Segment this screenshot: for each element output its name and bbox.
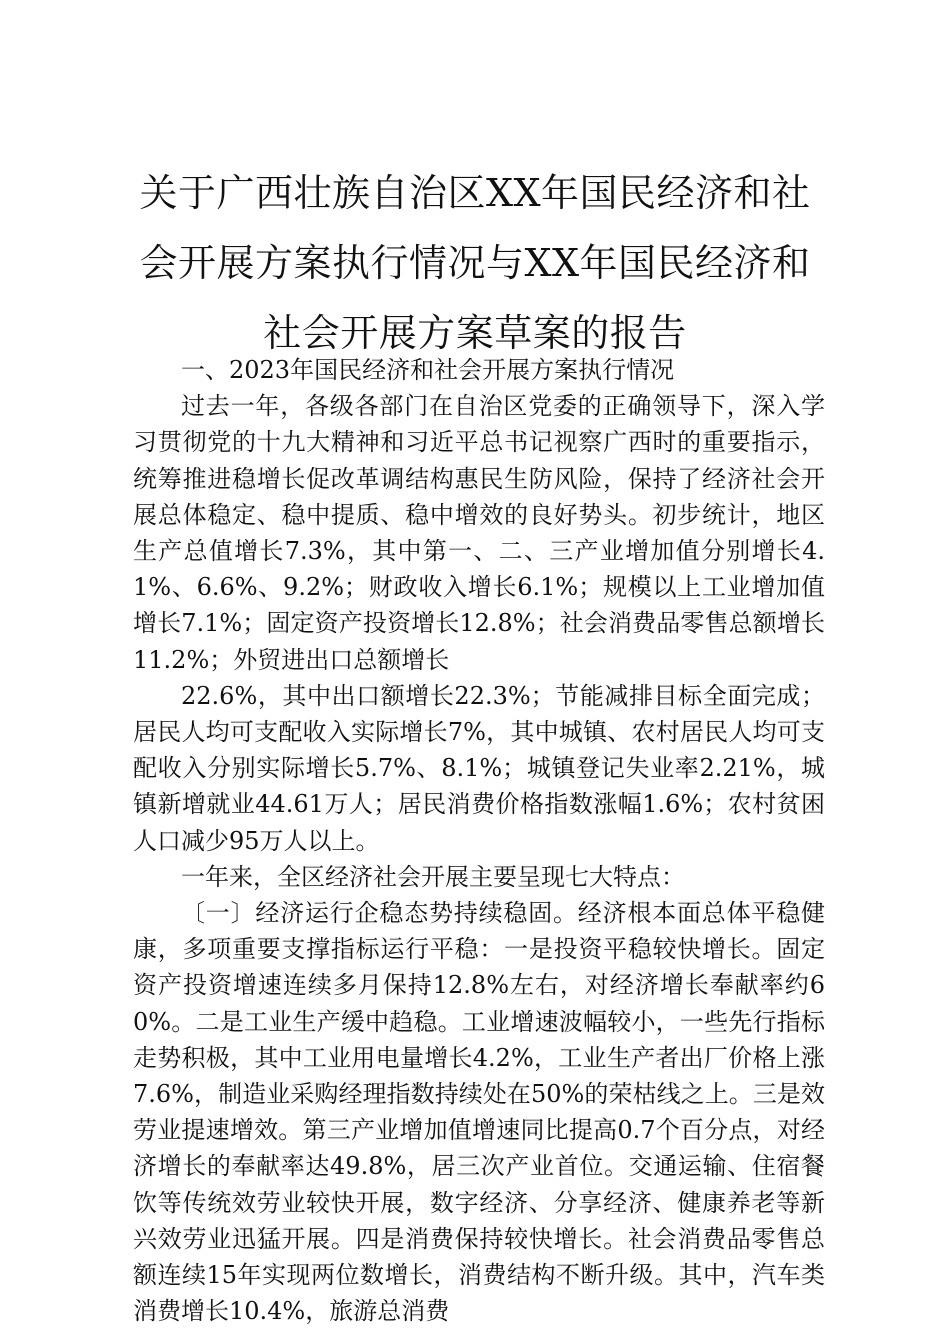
body-paragraph: 22.6%，其中出口额增长22.3%；节能减排目标全面完成；居民人均可支配收入实际增长7%，其中城镇、农村居民人均可支配收入分别实际增长5.7%、8.1%；城镇登记失业率2.21%，城镇新增就业44.61万人；居民消费价格指数涨幅1.6%；农村贫困人口减少95万人以上。 [133, 681, 825, 855]
section-heading: 一、2023年国民经济和社会开展方案执行情况 [181, 356, 675, 384]
body-paragraph: 过去一年，各级各部门在自治区党委的正确领导下，深入学习贯彻党的十九大精神和习近平总书记视察广西时的重要指示，统筹推进稳增长促改革调结构惠民生防风险，保持了经济社会开展总体稳定、稳中提质、稳中增效的良好势头。初步统计，地区生产总值增长7.3%，其中第一、二、三产业增加值分别增长4.1%、6.6%、9.2%；财政收入增长6.1%；规模以上工业增加值增长7.1%；固定资产投资增长12.8%；社会消费品零售总额增长11.2%；外贸进出口总额增长 [133, 392, 825, 674]
document-title: 关于广西壮族自治区XX年国民经济和社会开展方案执行情况与XX年国民经济和社会开展方案草案的报告 [139, 171, 811, 355]
body-paragraph: 〔一〕经济运行企稳态势持续稳固。经济根本面总体平稳健康，多项重要支撑指标运行平稳：一是投资平稳较快增长。固定资产投资增速连续多月保持12.8%左右，对经济增长奉献率约60%。二是工业生产缓中趋稳。工业增速波幅较小，一些先行指标走势积极，其中工业用电量增长4.2%，工业生产者出厂价格上涨7.6%，制造业采购经理指数持续处在50%的荣枯线之上。三是效劳业提速增效。第三产业增加值增速同比提高0.7个百分点，对经济增长的奉献率达49.8%，居三次产业首位。交通运输、住宿餐饮等传统效劳业较快开展，数字经济、分享经济、健康养老等新兴效劳业迅猛开展。四是消费保持较快增长。社会消费品零售总额连续15年实现两位数增长，消费结构不断升级。其中，汽车类消费增长10.4%，旅游总消费 [133, 899, 825, 1326]
body-paragraph: 一年来，全区经济社会开展主要呈现七大特点： [181, 862, 685, 891]
document-body [133, 352, 825, 1329]
